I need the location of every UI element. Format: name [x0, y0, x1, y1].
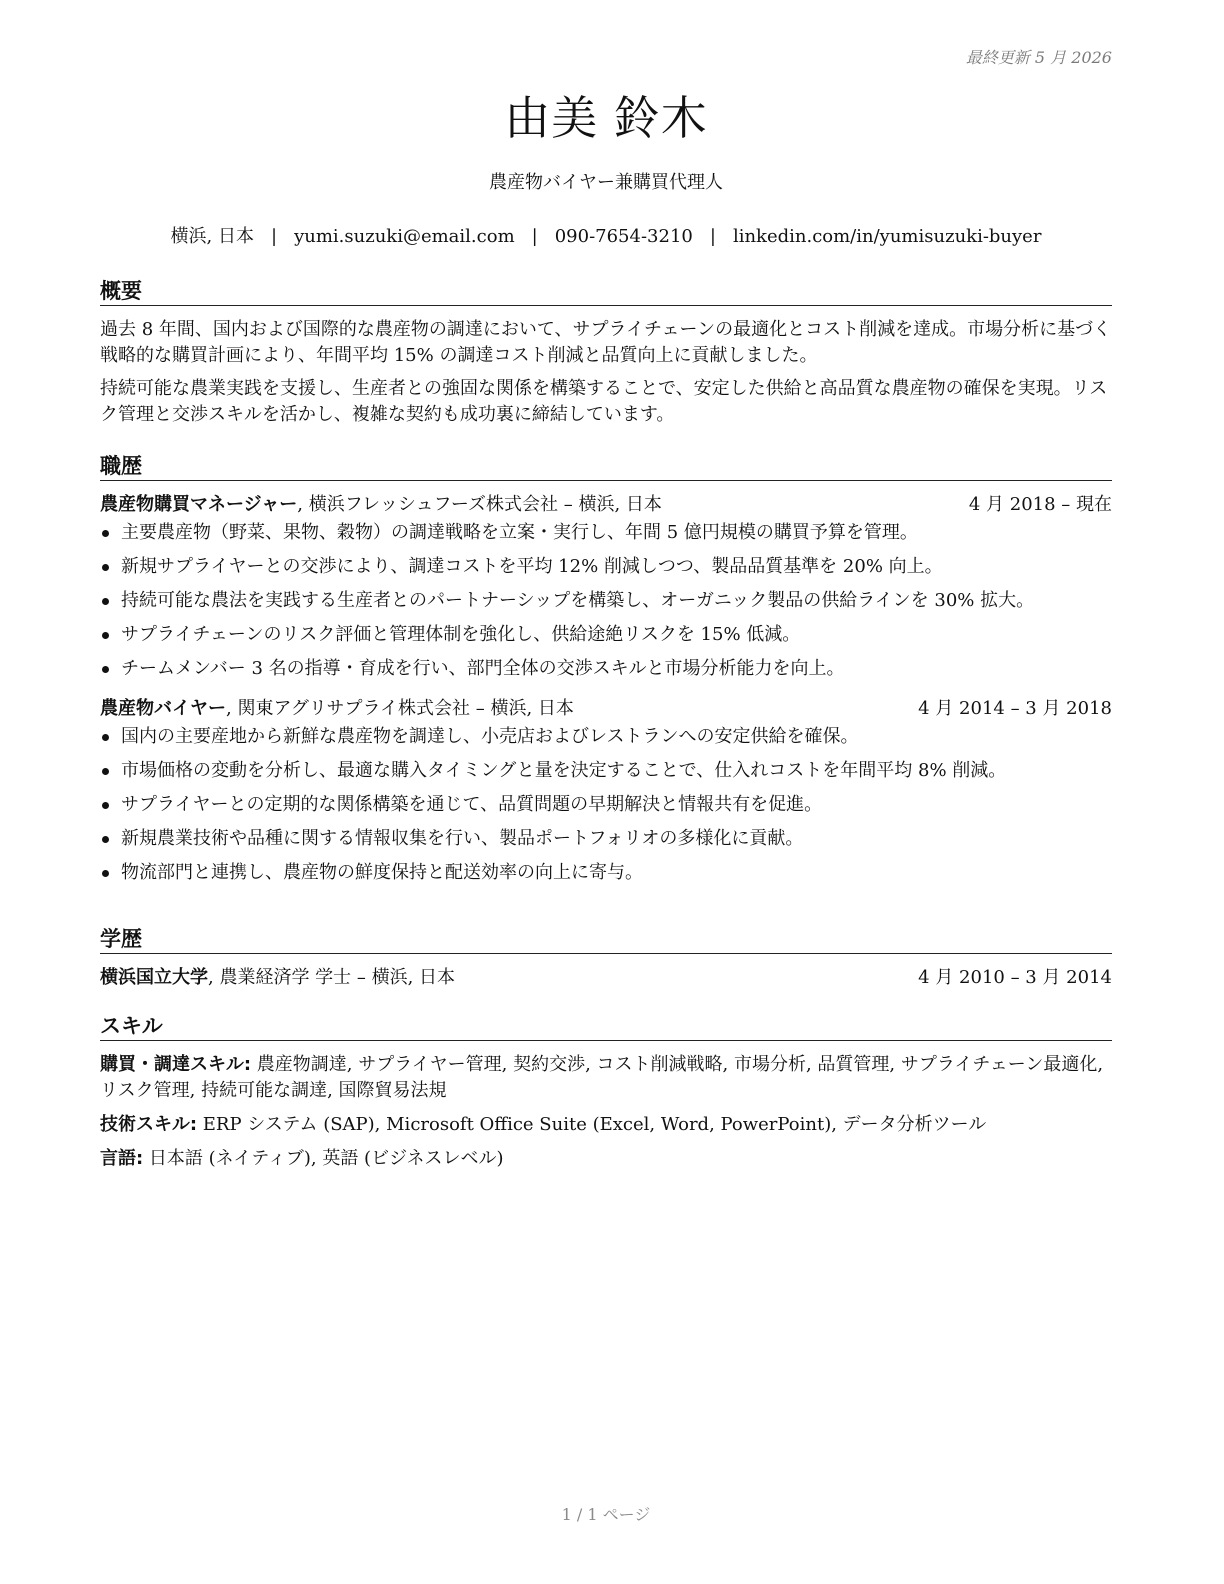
job-bullet-list — [100, 724, 1112, 886]
job-organization: , 横浜フレッシュフーズ株式会社 – 横浜, 日本 — [297, 494, 662, 515]
skill-text: ERP システム (SAP), Microsoft Office Suite (Excel, Word, PowerPoint), データ分析ツール — [197, 1114, 987, 1135]
list-item — [100, 588, 1112, 614]
bullet-text: 新規サプライヤーとの交渉により、調達コストを平均 12% 削減しつつ、製品品質基準を 20% 向上。 — [121, 556, 943, 577]
job-role: 農産物バイヤー — [100, 698, 226, 719]
list-item — [100, 792, 1112, 818]
skill-text: 日本語 (ネイティブ), 英語 (ビジネスレベル) — [143, 1148, 504, 1169]
job-bullet-list — [100, 520, 1112, 682]
job-role: 農産物購買マネージャー — [100, 494, 298, 515]
list-item — [100, 860, 1112, 886]
bullet-icon — [102, 564, 109, 571]
job-header — [100, 492, 1112, 518]
skill-text: 農産物調達, サプライヤー管理, 契約交渉, コスト削減戦略, 市場分析, 品質管理, サプライチェーン最適化, リスク管理, 持続可能な調達, 国際貿易法規 — [100, 1054, 1104, 1101]
list-item — [100, 758, 1112, 784]
section-title-summary: 概要 — [100, 278, 1112, 306]
skills-section — [100, 1013, 1112, 1180]
job-title-line — [100, 696, 574, 722]
bullet-icon — [102, 734, 109, 741]
bullet-text: サプライチェーンのリスク評価と管理体制を強化し、供給途絶リスクを 15% 低減。 — [121, 624, 801, 645]
job-title-line — [100, 492, 662, 518]
bullet-text: 主要農産物（野菜、果物、穀物）の調達戦略を立案・実行し、年間 5 億円規模の購買予算を管理。 — [121, 522, 918, 543]
summary-section — [100, 278, 1112, 435]
job-dates: 4 月 2018 – 現在 — [968, 494, 1112, 515]
contact-separator: | — [709, 226, 716, 247]
job-dates: 4 月 2014 – 3 月 2018 — [918, 698, 1112, 719]
job-entry — [100, 696, 1112, 886]
skill-label: 技術スキル: — [100, 1114, 198, 1135]
education-entry — [100, 965, 1112, 991]
bullet-icon — [102, 836, 109, 843]
job-header — [100, 696, 1112, 722]
bullet-text: チームメンバー 3 名の指導・育成を行い、部門全体の交渉スキルと市場分析能力を向上。 — [121, 658, 845, 679]
skill-label: 言語: — [100, 1148, 144, 1169]
candidate-name: 由美 鈴木 — [504, 91, 708, 145]
bullet-text: サプライヤーとの定期的な関係構築を通じて、品質問題の早期解決と情報共有を促進。 — [121, 794, 823, 815]
bullet-icon — [102, 598, 109, 605]
contact-linkedin[interactable]: linkedin.com/in/yumisuzuki-buyer — [732, 226, 1042, 247]
contact-email[interactable]: yumi.suzuki@email.com — [294, 226, 515, 247]
list-item — [100, 826, 1112, 852]
bullet-text: 国内の主要産地から新鮮な農産物を調達し、小売店およびレストランへの安定供給を確保。 — [121, 726, 859, 747]
bullet-icon — [102, 632, 109, 639]
section-title-experience: 職歴 — [100, 453, 1112, 481]
bullet-text: 新規農業技術や品種に関する情報収集を行い、製品ポートフォリオの多様化に貢献。 — [121, 828, 804, 849]
section-title-skills: スキル — [100, 1013, 1112, 1041]
last-updated-date: 最終更新 5 月 2026 — [965, 48, 1112, 67]
summary-paragraph: 過去 8 年間、国内および国際的な農産物の調達において、サプライチェーンの最適化とコスト削減を達成。市場分析に基づく戦略的な購買計画により、年間平均 15% の調達コスト削減と品質向上に貢献しました。 — [100, 319, 1112, 366]
bullet-icon — [102, 666, 109, 673]
skill-line — [100, 1052, 1112, 1104]
list-item — [100, 656, 1112, 682]
education-dates: 4 月 2010 – 3 月 2014 — [918, 967, 1112, 988]
bullet-icon — [102, 768, 109, 775]
skill-line — [100, 1146, 1112, 1172]
list-item — [100, 724, 1112, 750]
contact-phone[interactable]: 090-7654-3210 — [554, 226, 693, 247]
contact-separator: | — [531, 226, 538, 247]
bullet-text: 市場価格の変動を分析し、最適な購入タイミングと量を決定することで、仕入れコストを年間平均 8% 削減。 — [121, 760, 1007, 781]
job-entry — [100, 492, 1112, 682]
education-school: 横浜国立大学 — [100, 967, 208, 988]
experience-section — [100, 453, 1112, 894]
contact-location: 横浜, 日本 — [170, 226, 254, 247]
bullet-text: 持続可能な農法を実践する生産者とのパートナーシップを構築し、オーガニック製品の供給ラインを 30% 拡大。 — [121, 590, 1035, 611]
summary-paragraph: 持続可能な農業実践を支援し、生産者との強固な関係を構築することで、安定した供給と高品質な農産物の確保を実現。リスク管理と交渉スキルを活かし、複雑な契約も成功裏に締結しています。 — [100, 378, 1108, 425]
contact-line — [100, 224, 1112, 250]
candidate-headline: 農産物バイヤー兼購買代理人 — [489, 172, 723, 193]
page-indicator: 1 / 1 ページ — [561, 1505, 651, 1524]
contact-separator: | — [271, 226, 278, 247]
job-organization: , 関東アグリサプライ株式会社 – 横浜, 日本 — [226, 698, 574, 719]
list-item — [100, 520, 1112, 546]
bullet-icon — [102, 530, 109, 537]
resume-page — [100, 0, 1112, 1584]
list-item — [100, 554, 1112, 580]
bullet-text: 物流部門と連携し、農産物の鮮度保持と配送効率の向上に寄与。 — [121, 862, 643, 883]
education-detail: , 農業経済学 学士 – 横浜, 日本 — [208, 967, 456, 988]
list-item — [100, 622, 1112, 648]
skill-label: 購買・調達スキル: — [100, 1054, 252, 1075]
education-line — [100, 965, 455, 991]
skill-line — [100, 1112, 1112, 1138]
bullet-icon — [102, 870, 109, 877]
section-title-education: 学歴 — [100, 926, 1112, 954]
education-section — [100, 926, 1112, 991]
bullet-icon — [102, 802, 109, 809]
